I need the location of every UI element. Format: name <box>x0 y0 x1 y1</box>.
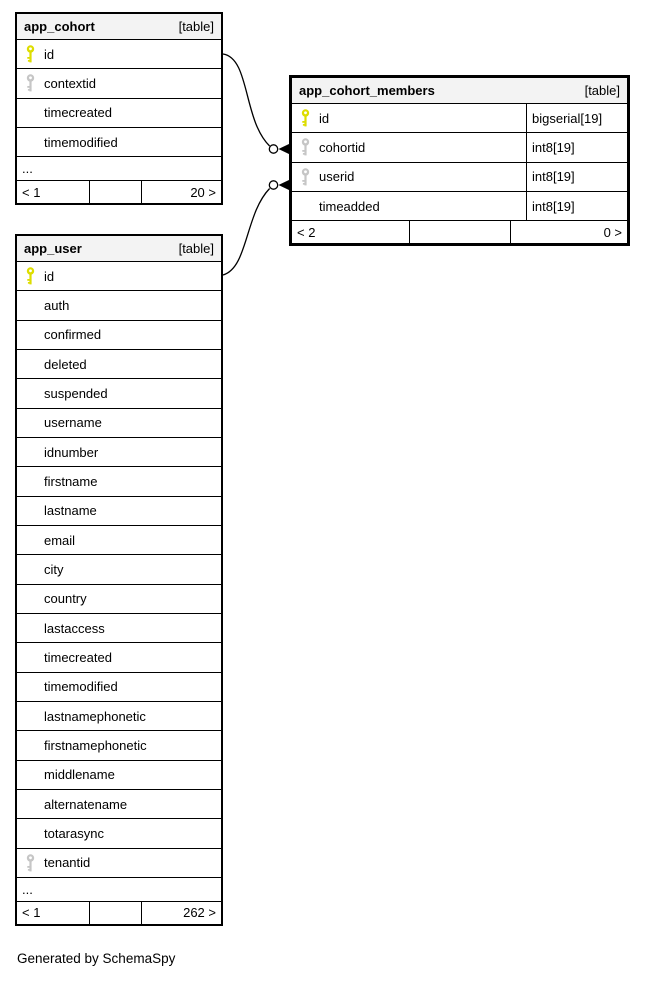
table-type-badge: [table] <box>584 83 620 98</box>
table-type-badge: [table] <box>178 241 214 256</box>
column-type: int8[19] <box>526 192 627 220</box>
key-icon-cell <box>17 849 44 877</box>
column-name: id <box>44 268 55 284</box>
column-name: timemodified <box>44 679 118 695</box>
column-row-lastnamephonetic <box>17 702 221 731</box>
column-row-id <box>292 104 627 133</box>
column-row-middlename <box>17 761 221 790</box>
key-icon-cell <box>17 761 44 789</box>
more-columns-indicator: ... <box>17 157 221 181</box>
column-row-timeadded <box>292 192 627 221</box>
key-icon-cell <box>292 192 319 220</box>
index-key-icon <box>301 138 310 156</box>
key-icon-cell <box>17 291 44 319</box>
key-icon-cell <box>17 555 44 583</box>
column-row-deleted <box>17 350 221 379</box>
column-name: contextid <box>44 75 97 91</box>
column-name: middlename <box>44 767 115 783</box>
column-name: id <box>44 46 55 62</box>
key-icon-cell <box>17 702 44 730</box>
key-icon-cell <box>17 99 44 127</box>
column-row-auth <box>17 291 221 320</box>
key-icon-cell <box>17 262 44 290</box>
key-icon-cell <box>292 133 319 161</box>
table-type-badge: [table] <box>178 19 214 34</box>
column-row-lastaccess <box>17 614 221 643</box>
column-row-userid <box>292 163 627 192</box>
column-row-id <box>17 40 221 69</box>
footer-spacer-cell <box>409 221 511 243</box>
key-icon-cell <box>17 379 44 407</box>
index-key-icon <box>301 168 310 186</box>
key-icon-cell <box>17 321 44 349</box>
key-icon-cell <box>17 350 44 378</box>
column-name: city <box>44 561 64 577</box>
primary-key-icon <box>26 267 35 285</box>
column-name: alternatename <box>44 796 128 812</box>
footer-row-count: 262 > <box>183 905 216 921</box>
table-footer <box>17 902 221 924</box>
column-row-lastname <box>17 497 221 526</box>
relationship-app_cohort.id-to-app_cohort_members.cohortid <box>223 54 290 155</box>
column-row-email <box>17 526 221 555</box>
key-icon-cell <box>17 585 44 613</box>
column-row-idnumber <box>17 438 221 467</box>
table-name[interactable]: app_cohort <box>24 19 95 34</box>
column-name: firstnamephonetic <box>44 737 147 753</box>
key-icon-cell <box>17 467 44 495</box>
column-name: deleted <box>44 356 87 372</box>
primary-key-icon <box>26 45 35 63</box>
key-icon-cell <box>17 614 44 642</box>
key-icon-cell <box>17 673 44 701</box>
column-name: lastaccess <box>44 620 105 636</box>
table-app_cohort[interactable] <box>15 12 223 205</box>
key-icon-cell <box>17 643 44 671</box>
column-name: timecreated <box>44 649 112 665</box>
table-header[interactable] <box>17 236 221 262</box>
column-row-cohortid <box>292 133 627 162</box>
generator-note: Generated by SchemaSpy <box>17 951 176 966</box>
column-name: cohortid <box>319 139 366 155</box>
key-icon-cell <box>17 497 44 525</box>
column-row-timemodified <box>17 673 221 702</box>
column-row-id <box>17 262 221 291</box>
column-name: email <box>44 532 76 548</box>
column-name: timecreated <box>44 105 112 121</box>
table-header[interactable] <box>17 14 221 40</box>
column-name: confirmed <box>44 327 102 343</box>
footer-spacer-cell <box>89 902 142 924</box>
key-icon-cell <box>17 40 44 68</box>
table-header[interactable] <box>292 78 627 104</box>
footer-row-count: 20 > <box>190 184 216 200</box>
key-icon-cell <box>17 69 44 97</box>
column-row-tenantid <box>17 849 221 878</box>
relationship-app_user.id-to-app_cohort_members.userid <box>223 180 290 276</box>
column-name: idnumber <box>44 444 99 460</box>
key-icon-cell <box>17 409 44 437</box>
column-name: userid <box>319 169 355 185</box>
column-name: lastname <box>44 503 97 519</box>
key-icon-cell <box>292 104 319 132</box>
table-app_user[interactable] <box>15 234 223 926</box>
key-icon-cell <box>17 438 44 466</box>
primary-key-icon <box>301 109 310 127</box>
footer-related-count: < 2 <box>297 224 316 240</box>
key-icon-cell <box>17 819 44 847</box>
table-footer <box>292 221 627 243</box>
footer-spacer-cell <box>89 181 142 203</box>
column-row-alternatename <box>17 790 221 819</box>
column-row-timemodified <box>17 128 221 157</box>
index-key-icon <box>26 854 35 872</box>
footer-row-count: 0 > <box>603 224 622 240</box>
footer-related-count: < 1 <box>22 905 41 921</box>
column-name: lastnamephonetic <box>44 708 146 724</box>
column-name: auth <box>44 297 70 313</box>
column-row-username <box>17 409 221 438</box>
key-icon-cell <box>17 731 44 759</box>
column-name: firstname <box>44 473 98 489</box>
column-row-timecreated <box>17 99 221 128</box>
column-name: country <box>44 591 87 607</box>
column-row-suspended <box>17 379 221 408</box>
table-name[interactable]: app_user <box>24 241 82 256</box>
column-row-country <box>17 585 221 614</box>
key-icon-cell <box>17 526 44 554</box>
table-footer <box>17 181 221 203</box>
key-icon-cell <box>17 790 44 818</box>
table-name[interactable]: app_cohort_members <box>299 83 435 98</box>
column-row-city <box>17 555 221 584</box>
column-name: timeadded <box>319 198 380 214</box>
column-type: int8[19] <box>526 133 627 161</box>
column-name: tenantid <box>44 855 91 871</box>
column-name: timemodified <box>44 134 118 150</box>
key-icon-cell <box>292 163 319 191</box>
column-row-confirmed <box>17 321 221 350</box>
column-name: id <box>319 110 330 126</box>
footer-related-count: < 1 <box>22 184 41 200</box>
column-row-firstnamephonetic <box>17 731 221 760</box>
column-row-totarasync <box>17 819 221 848</box>
column-name: totarasync <box>44 825 104 841</box>
more-columns-indicator: ... <box>17 878 221 902</box>
table-app_cohort_members[interactable] <box>289 75 630 246</box>
column-name: username <box>44 415 102 431</box>
column-name: suspended <box>44 385 108 401</box>
column-type: bigserial[19] <box>526 104 627 132</box>
column-row-firstname <box>17 467 221 496</box>
key-icon-cell <box>17 128 44 156</box>
index-key-icon <box>26 74 35 92</box>
column-row-contextid <box>17 69 221 98</box>
column-row-timecreated <box>17 643 221 672</box>
column-type: int8[19] <box>526 163 627 191</box>
